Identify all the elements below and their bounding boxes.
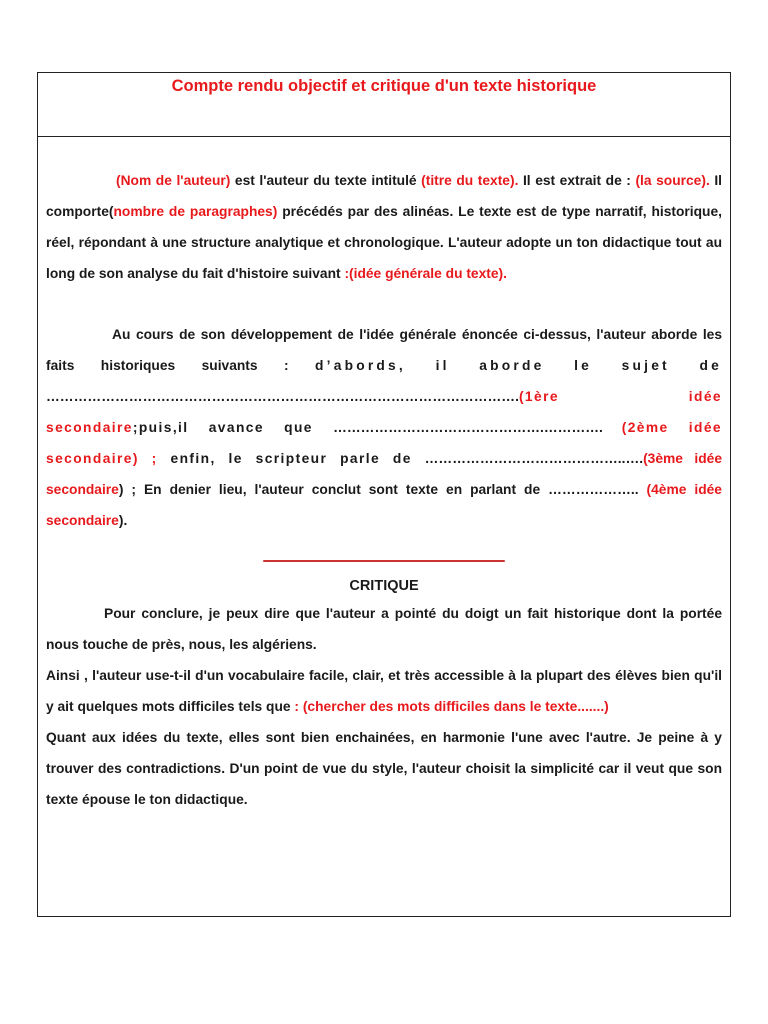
development-text-1: Au cours de son développement de l'idée générale énoncée ci-dessus, l'auteur aborde les faits historiques suivants : xyxy=(46,327,722,373)
summary-text-4: précédés par des alinéas. Le texte est de type narratif, historique, réel, répondant à une structure analytique et chronologique. L'auteur adopte un ton didactique tout au long de son analyse du fait d'histoire suivant xyxy=(46,204,722,281)
development-text-6: ). xyxy=(118,513,128,528)
title-placeholder: (titre du texte). xyxy=(421,173,519,188)
dots-1: ………………………………………………………………………………………… xyxy=(46,389,516,404)
critique-heading: CRITIQUE xyxy=(349,578,419,594)
section-separator xyxy=(263,560,505,562)
title-row xyxy=(38,73,730,137)
idea-2-placeholder: (2ème idée secondaire) ; xyxy=(46,420,723,466)
summary-paragraph xyxy=(46,165,722,289)
development-text-3: ;puis,il avance que xyxy=(132,420,334,435)
summary-text-2: Il est extrait de : xyxy=(518,173,636,188)
dots-4: ……………….. xyxy=(548,482,639,497)
development-text-1b: d’abords, il aborde le sujet de xyxy=(315,358,722,373)
general-idea-placeholder: :(idée générale du texte). xyxy=(344,266,507,281)
document-title: Compte rendu objectif et critique d'un texte historique xyxy=(171,77,597,95)
critique-paragraph-1: Pour conclure, je peux dire que l'auteur a pointé du doigt un fait historique dont la portée nous touche de près, nous, les algériens. xyxy=(46,606,722,652)
development-text-5: ) ; En denier lieu, l'auteur conclut sont texte en parlant de xyxy=(118,482,549,497)
idea-3-placeholder: (3ème idée secondaire xyxy=(46,451,722,497)
dots-2: ……………………………………….…………. xyxy=(333,420,622,435)
development-text-2: . xyxy=(515,389,519,404)
idea-4-placeholder: (4ème idée secondaire xyxy=(46,482,722,528)
document-frame xyxy=(37,72,731,917)
paragraph-count-placeholder: nombre de paragraphes) xyxy=(113,204,278,219)
critique-paragraph-2 xyxy=(46,660,722,722)
development-paragraph xyxy=(46,319,722,536)
development-text-4: enfin, le scripteur parle de xyxy=(157,451,425,466)
summary-text-1: est l'auteur du texte intitulé xyxy=(230,173,422,188)
summary-text-3: Il comporte( xyxy=(46,173,722,219)
source-placeholder: (la source). xyxy=(635,173,710,188)
critique-text-2a: Ainsi , l'auteur use-t-il d'un vocabulaire facile, clair, et très accessible à la plupart des élèves bien qu'il y ait quelques mots difficiles tels que xyxy=(46,668,722,714)
author-placeholder: (Nom de l'auteur) xyxy=(116,173,231,188)
body-cell xyxy=(38,137,730,815)
difficult-words-placeholder: : (chercher des mots difficiles dans le texte.......) xyxy=(294,699,609,714)
idea-1-placeholder: (1ère idée secondaire xyxy=(46,389,722,435)
dots-3: ……………………………………..…. xyxy=(424,451,644,466)
critique-paragraph-3: Quant aux idées du texte, elles sont bien enchainées, en harmonie l'une avec l'autre. Je peine à y trouver des contradictions. D'un point de vue du style, l'auteur choisit la simplicité car il veut que son texte épouse le ton didactique. xyxy=(46,730,722,807)
